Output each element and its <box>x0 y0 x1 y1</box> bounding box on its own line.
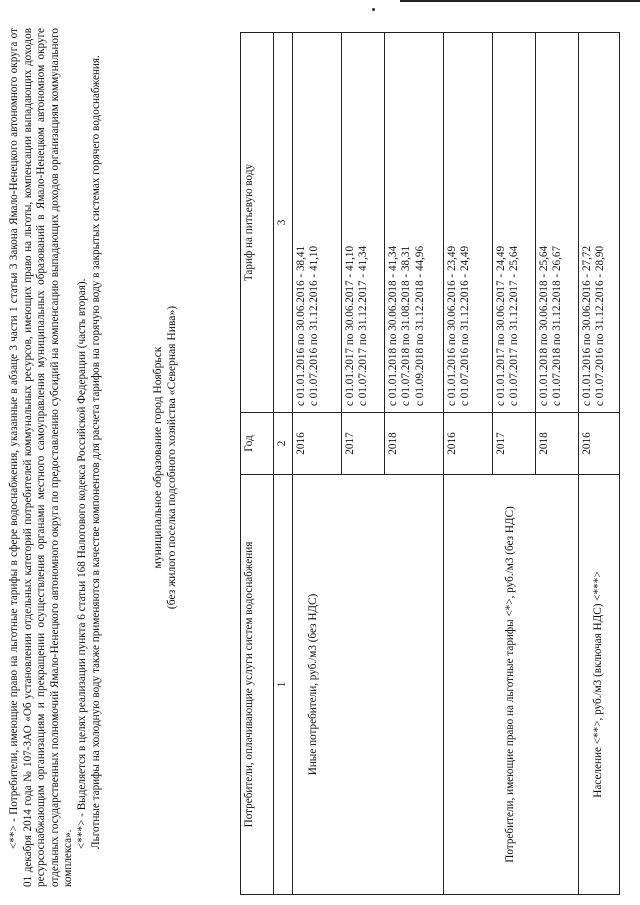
tariff-period: с 01.07.2016 по 31.12.2016 - 28,90 <box>594 245 607 406</box>
year-cell: 2018 <box>536 413 579 475</box>
tariff-periods <box>579 33 620 413</box>
note-hot-water: Льготные тарифы на холодную воду также применяются в качестве компонентов для расчета тарифов на горячую воду в закрытых системах горячего водоснабжения. <box>89 55 102 849</box>
tariff-periods <box>536 33 579 413</box>
table-row <box>444 33 493 895</box>
column-number-row <box>274 33 293 895</box>
consumer-category: Иные потребители, руб./м3 (без НДС) <box>293 475 444 895</box>
year-cell: 2016 <box>444 413 493 475</box>
tariff-period: с 01.07.2018 по 31.12.2018 - 26,67 <box>551 245 564 406</box>
year-cell: 2018 <box>385 413 444 475</box>
tariff-period: с 01.07.2016 по 31.12.2016 - 24,49 <box>459 245 472 406</box>
tariff-period: с 01.01.2016 по 30.06.2016 - 38,41 <box>295 245 307 406</box>
municipality-title: муниципальное образование город Ноябрьск <box>151 346 165 569</box>
tariff-period: с 01.01.2018 по 30.06.2018 - 41,34 <box>387 245 399 406</box>
tariff-period: с 01.01.2017 по 30.06.2017 - 24,49 <box>495 245 507 406</box>
tariff-period: с 01.09.2018 по 31.12.2018 - 44,96 <box>413 245 426 406</box>
tariff-periods <box>342 33 385 413</box>
footnotes <box>8 28 103 887</box>
tariff-period: с 01.01.2016 по 30.06.2016 - 23,49 <box>446 245 458 406</box>
tariff-periods <box>493 33 536 413</box>
tariff-periods <box>293 33 342 413</box>
column-number: 3 <box>274 33 293 413</box>
table-header-row <box>241 33 274 895</box>
column-number: 1 <box>274 475 293 895</box>
year-cell: 2016 <box>579 413 620 475</box>
tariff-period: с 01.07.2017 по 31.12.2017 - 41,34 <box>357 245 370 406</box>
year-cell: 2017 <box>493 413 536 475</box>
tariff-period: с 01.07.2017 по 31.12.2017 - 25,64 <box>508 245 521 406</box>
header-tariff: Тариф на питьевую воду <box>241 33 274 413</box>
header-year: Год <box>241 413 274 475</box>
tariff-period: с 01.01.2016 по 30.06.2016 - 27,72 <box>581 245 593 406</box>
year-cell: 2017 <box>342 413 385 475</box>
tariff-period: с 01.01.2018 по 30.06.2018 - 25,64 <box>538 245 550 406</box>
footnote-triple-star: <***> - Выделяется в целях реализации пункта 6 статьи 168 Налогового кодекса Российской Федерации (часть вторая). <box>75 278 88 849</box>
tariff-periods <box>385 33 444 413</box>
header-consumers: Потребители, оплачивающие услуги систем водоснабжения <box>241 475 274 895</box>
consumer-category: Население <**>, руб./м3 (включая НДС) <***> <box>579 475 620 895</box>
tariff-period: с 01.01.2017 по 30.06.2017 - 41,10 <box>344 245 356 406</box>
municipality-subtitle: (без жилого поселка подсобного хозяйства «Северная Нива») <box>164 305 178 610</box>
tariff-table <box>240 32 620 895</box>
footnote-double-star: <**> - Потребители, имеющие право на льготные тарифы в сфере водоснабжения, указанные в абзаце 3 части 1 статьи 3 Закона Ямало-Ненецкого автономного округа от 01 декабря 2014 года № 107-ЗАО «Об установлении отдельных категорий потребителей коммунальных ресурсов, имеющих право на льготы, компенсации выпадающих доходов ресурсоснабжающим организациям и прекращении осуществления органами местного самоуправления муниципальных образований в Ямало-Ненецком автономном округе отдельных государственных полномочий Ямало-Ненецкого автономного округа по предоставлению субсидий на компенсацию выпадающих доходов организациям коммунального комплекса». <box>8 28 75 887</box>
year-cell: 2016 <box>293 413 342 475</box>
tariff-period: с 01.07.2016 по 31.12.2016 - 41,10 <box>308 245 321 406</box>
consumer-category: Потребители, имеющие право на льготные тарифы <*>, руб./м3 (без НДС) <box>444 475 579 895</box>
table-row <box>579 33 620 895</box>
table-row <box>293 33 342 895</box>
column-number: 2 <box>274 413 293 475</box>
tariff-periods <box>444 33 493 413</box>
tariff-period: с 01.07.2018 по 31.08.2018 - 38,31 <box>400 245 413 406</box>
section-title <box>151 28 179 887</box>
